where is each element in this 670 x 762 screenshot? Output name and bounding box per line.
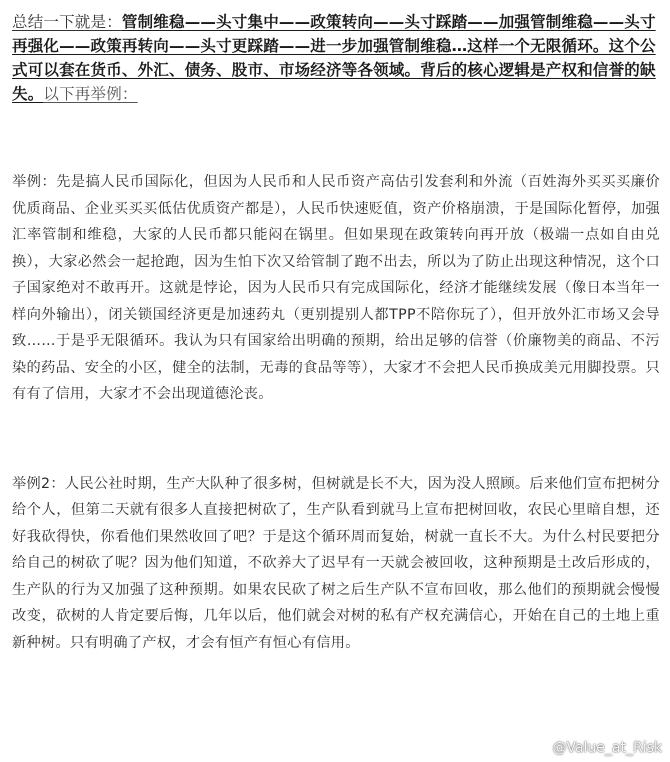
watermark [529,739,662,756]
summary-bold-text: 管制维稳——头寸集中——政策转向——头寸踩踏——加强管制维稳——头寸再强化——政策再转向——头寸更踩踏——进一步加强管制维稳…这样一个无限循环。这个公式可以套在货币、外汇、债务、股市、市场经济等各领域。背后的核心逻辑是产权和信誉的缺失。 [12,13,656,103]
weibo-icon [529,739,549,756]
watermark-handle: @Value_at_Risk [552,739,662,756]
summary-tail: 以下再举例： [43,85,138,103]
summary-lead: 总结一下就是： [12,13,122,31]
example-2-paragraph: 举例2：人民公社时期，生产大队种了很多树，但树就是长不大，因为没人照顾。后来他们宣布把树分给个人，但第二天就有很多人直接把树砍了，生产队看到就马上宣布把树回收，农民心里暗自想，还好我砍得快，你看他们果然收回了吧？于是这个循环周而复始，树就一直长不大。为什么村民要把分给自己的树砍了呢？因为他们知道，不砍养大了迟早有一天就会被回收，这种预期是土改后形成的，生产队的行为又加强了这种预期。如果农民砍了树之后生产队不宣布回收，那么他们的预期就会慢慢改变，砍树的人肯定要后悔，几年以后，他们就会对树的私有产权充满信心，开始在自己的土地上重新种树。只有明确了产权，才会有恒产有恒心有信用。 [12,475,660,651]
summary-paragraph [12,10,660,106]
example-1-paragraph: 举例：先是搞人民币国际化，但因为人民币和人民币资产高估引发套利和外流（百姓海外买买买廉价优质商品、企业买买买低估优质资产都是），人民币快速贬值，资产价格崩溃，于是国际化暂停，加强汇率管制和维稳，大家的人民币都只能闷在锅里。但如果现在政策转向再开放（极端一点如自由兑换），大家必然会一起抢跑，因为生怕下次又给管制了跑不出去，所以为了防止出现这种情况，这个口子国家绝对不敢再开。这就是悖论，因为人民币只有完成国际化，经济才能继续发展（像日本当年一样向外输出），闭关锁国经济更是加速药丸（更别提别人都TPP不陪你玩了），但开放外汇市场又会导致……于是乎无限循环。我认为只有国家给出明确的预期，给出足够的信誉（价廉物美的商品、不污染的药品、安全的小区，健全的法制，无毒的食品等等），大家才不会把人民币换成美元用脚投票。只有有了信用，大家才不会出现道德沦丧。 [12,174,660,402]
